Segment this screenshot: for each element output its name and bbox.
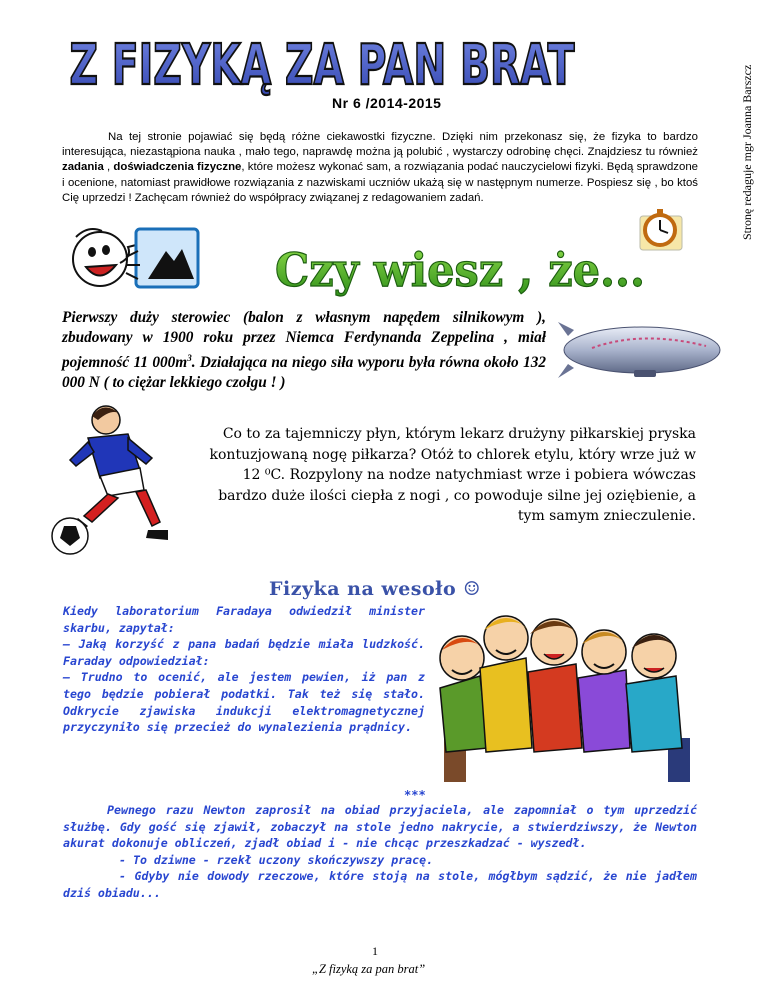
- zeppelin-airship-illustration: [556, 318, 722, 386]
- masthead-title: [62, 22, 582, 122]
- shouting-cartoon-illustration: [62, 217, 202, 299]
- page-number: 1: [372, 944, 378, 958]
- newton-joke-paragraph-3: - Gdyby nie dowody rzeczowe, które stoją na stole, mógłbym sądzić, że nie jadłem dziś obiadu...: [63, 869, 697, 900]
- issue-number: Nr 6 /2014-2015: [332, 95, 442, 111]
- did-you-know-heading-text: Czy wiesz , że...: [275, 243, 645, 297]
- joke-separator: ***: [404, 788, 426, 802]
- editor-credit: Stronę redaguje mgr Joanna Barszcz: [740, 64, 754, 240]
- did-you-know-heading: [270, 238, 650, 300]
- footer-caption: „Z fizyką za pan brat”: [312, 962, 426, 976]
- newton-joke-paragraph-2: - To dziwne - rzekł uczony skończywszy pracę.: [119, 852, 434, 867]
- masthead-title-text: Z FIZYKĄ ZA PAN BRAT: [69, 33, 575, 98]
- football-player-illustration: [48, 398, 190, 558]
- happy-children-illustration: [436, 598, 698, 788]
- zeppelin-fact: Pierwszy duży sterowiec (balon z własnym napędem silnikowym ), zbudowany w 1900 roku przez Niemca Ferdynanda Zeppelina , miał pojemność 11 $000m^3$. Działająca na niego siła wyporu była równa około 132 000 N ( to ciężar lekkiego czołgu ! ): [62, 309, 547, 392]
- faraday-joke: Kiedy laboratorium Faradaya odwiedził minister skarbu, zapytał: – Jaką korzyść z pana badań będzie miała ludzkość. Faraday odpowiedział: – Trudno to ocenić, ale jestem pewien, iż pan z tego będzie pobierał podatki. Tak też się stało. Odkrycie zjawiska indukcji elektromagnetycznej przyczyniło się przecież do wynalezienia prądnicy.: [63, 604, 425, 735]
- newton-joke-paragraph-1: Pewnego razu Newton zaprosił na obiad przyjaciela, ale zapomniał o tym uprzedzić służbę. Gdy gość się zjawił, zobaczył na stole jedno nakrycie, a stwierdziwszy, że Newton akurat dokonuje obliczeń, zjadł obiad i - nie chcąc przeszkadzać - wyszedł.: [63, 803, 697, 851]
- ethyl-chloride-fact: Co to za tajemniczy płyn, którym lekarz drużyny piłkarskiej pryska kontuzjowaną nogę piłkarza? Otóż to chlorek etylu, który wrze już w 12 ⁰C. Rozpylony na nodze natychmiast wrze i pobiera wówczas bardzo duże ilości ciepła z nogi , co powoduje silne jej oziębienie, a tym samym znieczulenie.: [209, 426, 696, 524]
- fun-physics-heading: Fizyka na wesoło ☺: [269, 578, 481, 600]
- newton-joke: [63, 802, 697, 902]
- intro-paragraph: Na tej stronie pojawiać się będą różne ciekawostki fizyczne. Dzięki nim przekonasz się, że fizyka to bardzo interesująca, niezastąpiona nauka , mało tego, naprawdę można ją polubić , wystarczy odrobinę chęci. Znajdziesz tu również zadania , doświadczenia fizyczne, które możesz wykonać sam, a rozwiązania podać nauczycielowi fizyki. Będą sprawdzone i ocenione, natomiast prawidłowe rozwiązania z nazwiskami uczniów ukażą się w następnym numerze. Pospiesz się , bo ktoś Cię uprzedzi ! Zachęcam również do współpracy związanej z redagowaniem zadań.: [62, 131, 698, 204]
